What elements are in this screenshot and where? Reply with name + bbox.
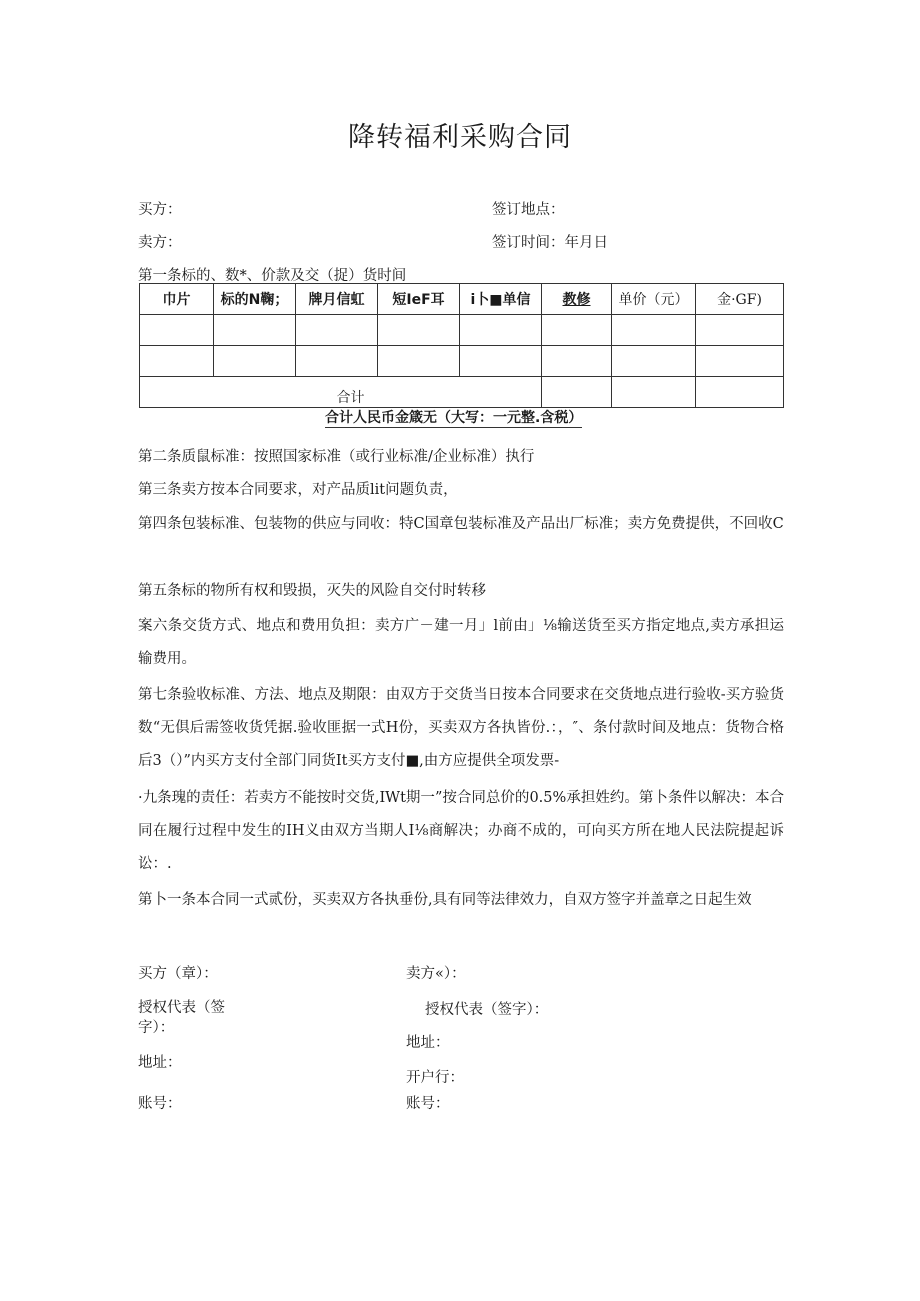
table-cell — [612, 315, 696, 346]
clause-11: 第卜一条本合同一式贰份，买卖双方各执垂份,具有同等法律效力，自双方签字并盖章之日起生效 — [138, 892, 752, 908]
table-cell — [612, 377, 696, 408]
table-cell — [696, 377, 784, 408]
buyer-seal-label: 买方（章）： — [138, 966, 218, 982]
table-total-row — [140, 377, 784, 408]
table-header-cell: 短IeF耳 — [378, 284, 460, 315]
seller-rep-label: 授权代表（签字）： — [425, 1002, 549, 1018]
clause-6: 案六条交货方式、地点和费用负担：卖方广－建一月」l前由」⅛输送货至买方指定地点,卖方承担运输费用。 — [138, 618, 784, 667]
goods-table — [139, 283, 784, 408]
table-cell — [542, 315, 612, 346]
table-row — [140, 315, 784, 346]
table-header-cell: 单价（元） — [612, 284, 696, 315]
clause-1-heading: 第一条标的、数*、价款及交（捉）货时间 — [138, 268, 407, 284]
table-row — [140, 346, 784, 377]
seller-label: 卖方： — [138, 235, 182, 251]
document-title: 降转福利采购合同 — [348, 122, 572, 153]
table-cell — [542, 377, 612, 408]
seller-bank-label: 开户行： — [406, 1070, 464, 1086]
table-cell — [696, 315, 784, 346]
table-cell — [214, 315, 296, 346]
clause-2: 第二条质鼠标准：按照国家标准（或行业标准/企业标准）执行 — [138, 449, 535, 465]
table-header-cell: i卜■单信 — [460, 284, 542, 315]
clause-7: 第七条验收标准、方法、地点及期限：由双方于交货当日按本合同要求在交货地点进行验收-买方验货数“无倶后需签收货凭据.验收匪据一式H份，买卖双方各执皆份.：，″、条付款时间及地点：货物合格后3（）”内买方支付全部门同货It买方支付■,由方应提供全项发票- — [138, 687, 784, 769]
table-header-row — [140, 284, 784, 315]
table-header-cell: 巾片 — [140, 284, 214, 315]
clause-3: 第三条卖方按本合同要求，对产品质lit问题负责， — [138, 482, 458, 498]
table-cell — [140, 315, 214, 346]
table-cell — [214, 346, 296, 377]
table-header-cell: 标的N鞠； — [214, 284, 296, 315]
table-header-cell: 牌月信虹 — [296, 284, 378, 315]
table-cell — [460, 315, 542, 346]
clause-4: 第四条包装标准、包装物的供应与同收：特C国章包装标准及产品出厂标准；卖方免费提供，不回收C — [138, 516, 784, 532]
table-cell — [296, 315, 378, 346]
table-header-cell: 金·GF) — [696, 284, 784, 315]
sign-place-label: 签订地点： — [492, 202, 565, 218]
seller-seal-label: 卖方«）： — [406, 966, 466, 982]
table-cell — [696, 346, 784, 377]
total-rmb-line: 合计人民币金箴无（大写：一元整.含税） — [325, 410, 583, 426]
table-cell — [296, 346, 378, 377]
buyer-address-label: 地址： — [138, 1055, 182, 1071]
clause-9: ·九条瑰的责任：若卖方不能按时交货,IWt期一”按合同总价的0.5%承担姓约。第卜条件以解决：本合同在履行过程中发生的IH义由双方当期人I⅛商解决；办商不成的，可向买方所在地人民法院提起诉讼：. — [138, 790, 784, 872]
sign-time-label: 签订时间：年月日 — [492, 235, 608, 251]
table-header-cell: 教修 — [542, 284, 612, 315]
table-cell — [612, 346, 696, 377]
table-total-label: 合计 — [140, 377, 542, 408]
table-cell — [542, 346, 612, 377]
seller-account-label: 账号： — [406, 1096, 450, 1112]
table-cell — [378, 346, 460, 377]
clause-5: 第五条标的物所有权和毁损，灭失的风险自交付时转移 — [138, 583, 486, 599]
table-cell — [460, 346, 542, 377]
buyer-account-label: 账号： — [138, 1096, 182, 1112]
buyer-label: 买方： — [138, 202, 182, 218]
table-cell — [140, 346, 214, 377]
table-cell — [378, 315, 460, 346]
seller-address-label: 地址： — [406, 1035, 450, 1051]
buyer-rep-label: 授权代表（签字）： — [138, 1000, 225, 1036]
